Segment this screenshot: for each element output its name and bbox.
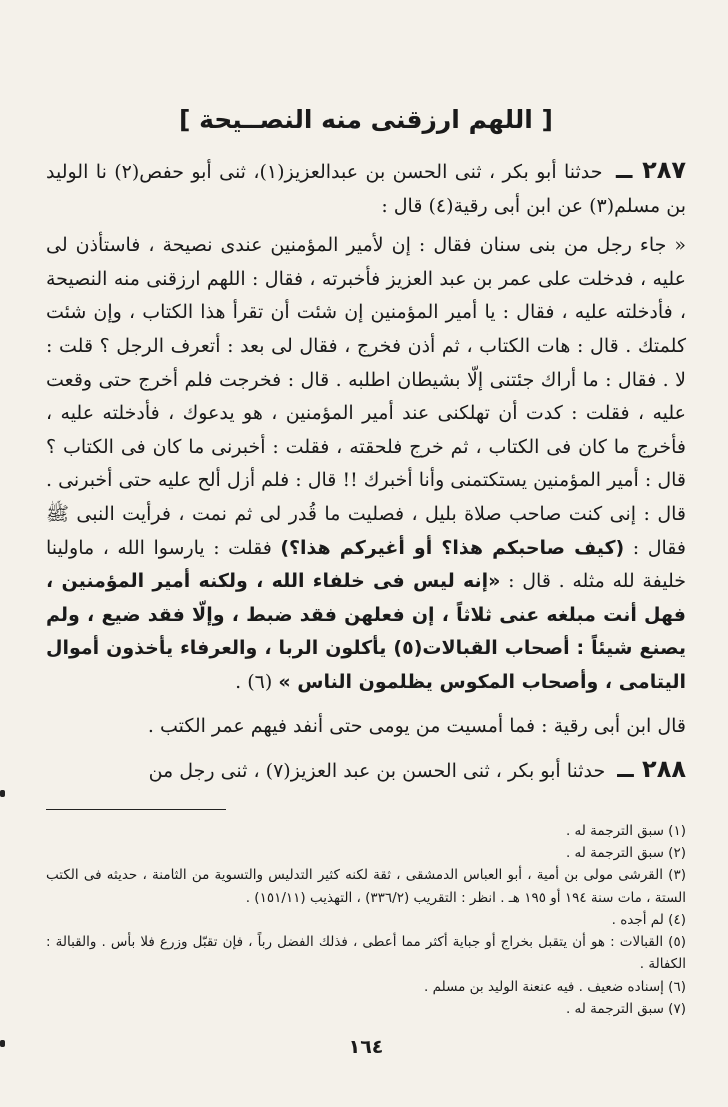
hadith-288-isnad: حدثنا أبو بكر ، ثنى الحسن بن عبد العزيز(٧) ، ثنى رجل من	[148, 760, 606, 783]
after-text: قال ابن أبى رقية : فما أمسيت من يومى حتى أنفد فيهم عمر الكتب .	[147, 714, 686, 737]
scan-mark	[0, 790, 5, 797]
footnote-6: (٦) إسناده ضعيف . فيه عنعنة الوليد بن مسلم .	[424, 978, 686, 995]
scan-mark	[0, 1040, 5, 1047]
footnote-divider	[46, 809, 226, 810]
hadith-287	[46, 154, 686, 223]
quote-bold-2: «إنه ليس فى خلفاء الله ، ولكنه أمير المؤمنين ، فهل أنت مبلغه عنى ثلاثاً ، إن فعلهن فقد ضبط ، وإلّا فقد ضيع ، ولم يصنع شيئاً : أصحاب القبالات(٥) يأكلون الربا ، والعرفاء يأخذون أموال اليتامى ، وأصحاب المكوس يظلمون الناس »	[46, 570, 686, 693]
footnotes-list	[46, 820, 686, 1021]
footnote-1: (١) سبق الترجمة له .	[565, 822, 686, 839]
section-title: [ اللهم ارزقنى منه النصــيحة ]	[179, 105, 553, 134]
footnote-4: (٤) لم أجده .	[611, 911, 686, 928]
hadith-number-288: ٢٨٨ ــ	[617, 755, 686, 784]
footnote-7: (٧) سبق الترجمة له .	[565, 1001, 686, 1018]
page-number: ١٦٤	[348, 1036, 384, 1059]
quote-bold-1: (كيف صاحبكم هذا؟ أو أغيركم هذا؟)	[280, 536, 625, 559]
quote-part-2: فقلت : يارسوا الله ، ماولينا خليفة لله مثله . قال :	[46, 536, 686, 593]
hadith-number-287: ٢٨٧ ــ	[615, 156, 687, 184]
hadith-288	[46, 753, 686, 789]
quote-part-1: « جاء رجل من بنى سنان فقال : إن لأمير المؤمنين عندى نصيحة ، فاستأذن لى عليه ، فدخلت على عمر بن عبد العزيز فأخبرته ، فقال : اللهم ارزقنى منه النصيحة ، فأدخلته عليه ، فقال : يا أمير المؤمنين إن شئت أن تقرأ هذا الكتاب ، وإن شئت كلمتك . قال : هات الكتاب ، ثم أذن فخرج ، فقال لى بعد : أتعرف الرجل ؟ قلت : لا . فقال : ما أراك جئتنى إلّا بشيطان اطلبه . قال : فخرجت فلم أخرج حتى وقعت عليه ، فقلت : كدت أن تهلكنى عند أمير المؤمنين ، هو يدعوك ، فأدخلته عليه ، فأخرج ما كان فى الكتاب ، ثم خرج فلحقته ، فقلت : أخبرنى ما كان فى الكتاب ؟ قال : أمير المؤمنين يستكتمنى وأنا أخبرك !! قال : فلم أزل ألح عليه حتى أخبرنى . قال : إنى كنت صاحب صلاة بليل ، فصليت ما قُدر لى ثم نمت ، فرأيت النبى ﷺ فقال :	[46, 234, 686, 559]
footnote-3: (٣) القرشى مولى بن أمية ، أبو العباس الدمشقى ، ثقة لكنه كثير التدليس والتسوية من الثامنة ، حديثه فى الكتب الستة ، مات سنة ١٩٤ أو ١٩٥ هـ . انظر : التقريب (٣٣٦/٢) ، التهذيب (١٥١/١١) .	[46, 867, 686, 906]
hadith-287-matn	[46, 229, 686, 699]
footnote-2: (٢) سبق الترجمة له .	[565, 844, 686, 861]
book-page	[46, 100, 686, 1058]
hadith-287-isnad: حدثنا أبو بكر ، ثنى الحسن بن عبدالعزيز(١)، ثنى أبو حفص(٢) نا الوليد بن مسلم(٣) عن ابن أبى رقية(٤) قال :	[46, 161, 686, 217]
quote-end: (٦) .	[235, 670, 273, 693]
footnotes-section	[46, 809, 686, 1021]
footnote-5: (٥) القبالات : هو أن يتقبل بخراج أو جباية أكثر مما أعطى ، فذلك الفضل رباً ، فإن تقبّل وزرع فلا بأس . والقبالة : الكفالة .	[46, 934, 686, 973]
